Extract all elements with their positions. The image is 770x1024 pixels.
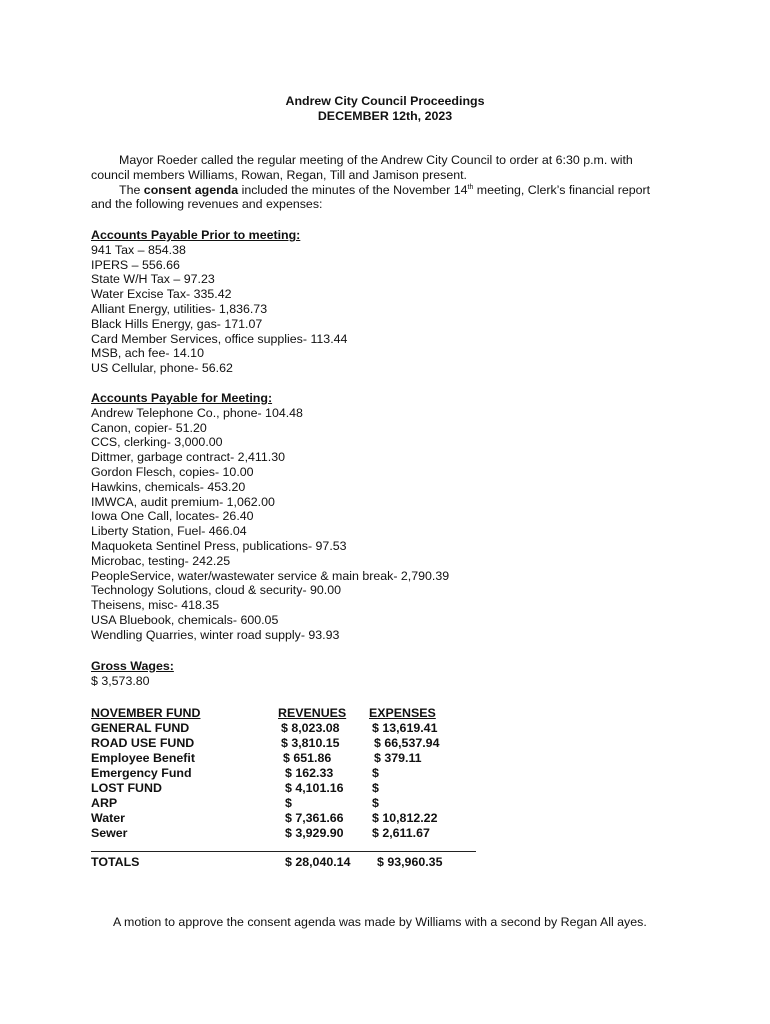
- payable-item: MSB, ach fee- 14.10: [91, 346, 204, 361]
- fund-row: [91, 766, 511, 781]
- fund-revenues: $ 3,929.90: [285, 826, 344, 840]
- fund-name: ARP: [91, 796, 118, 810]
- consent-sup: th: [467, 183, 474, 191]
- consent-line-2: and the following revenues and expenses:: [91, 197, 323, 212]
- fund-expenses: $ 10,812.22: [372, 811, 438, 825]
- intro-paragraph: [91, 153, 671, 212]
- fund-name: Emergency Fund: [91, 766, 192, 780]
- fund-expenses: $ 379.11: [374, 751, 422, 765]
- fund-name: Sewer: [91, 826, 128, 840]
- fund-header-expenses: EXPENSES: [369, 706, 436, 720]
- consent-line: [91, 183, 671, 198]
- payable-item: Gordon Flesch, copies- 10.00: [91, 464, 254, 479]
- fund-revenues: $: [285, 796, 292, 810]
- document-title: Andrew City Council Proceedings: [285, 94, 485, 108]
- fund-expenses: $ 66,537.94: [374, 736, 440, 750]
- payable-item: Microbac, testing- 242.25: [91, 553, 231, 568]
- wages-heading: Gross Wages:: [91, 659, 174, 673]
- payable-item: US Cellular, phone- 56.62: [91, 361, 233, 376]
- fund-revenues: $ 4,101.16: [285, 781, 344, 795]
- fund-expenses: $: [372, 781, 379, 795]
- fund-row: [91, 811, 511, 826]
- wages-amount: $ 3,573.80: [91, 673, 150, 688]
- fund-name: GENERAL FUND: [91, 721, 190, 735]
- fund-revenues: $ 7,361.66: [285, 811, 344, 825]
- payable-item: Theisens, misc- 418.35: [91, 598, 220, 613]
- fund-revenues: $ 3,810.15: [281, 736, 340, 750]
- fund-header-name: NOVEMBER FUND: [91, 706, 201, 720]
- consent-mid: included the minutes of the November 14: [238, 182, 468, 197]
- prior-section: [91, 228, 651, 376]
- totals-divider: [91, 851, 476, 852]
- fund-expenses: $: [372, 796, 379, 810]
- payable-item: Andrew Telephone Co., phone- 104.48: [91, 405, 303, 420]
- fund-expenses: $ 13,619.41: [372, 721, 438, 735]
- payable-item: Hawkins, chemicals- 453.20: [91, 479, 246, 494]
- document-date: DECEMBER 12th, 2023: [317, 109, 453, 123]
- payable-item: USA Bluebook, chemicals- 600.05: [91, 612, 279, 627]
- fund-row: [91, 721, 511, 736]
- intro-line-1: Mayor Roeder called the regular meeting of the Andrew City Council to order at 6:30 p.m. with: [119, 153, 633, 167]
- totals-expenses: $ 93,960.35: [377, 855, 443, 869]
- fund-header-revenues: REVENUES: [278, 706, 347, 720]
- fund-revenues: $ 8,023.08: [281, 721, 340, 735]
- payable-item: Alliant Energy, utilities- 1,836.73: [91, 301, 268, 316]
- payable-item: CCS, clerking- 3,000.00: [91, 435, 223, 450]
- payable-item: Technology Solutions, cloud & security- 90.00: [91, 583, 342, 598]
- prior-list: [91, 243, 651, 376]
- fund-row: [91, 826, 511, 841]
- motion-text: A motion to approve the consent agenda was made by Williams with a second by Regan All ayes.: [113, 915, 647, 929]
- payable-item: Maquoketa Sentinel Press, publications- 97.53: [91, 538, 347, 553]
- payable-item: IMWCA, audit premium- 1,062.00: [91, 494, 275, 509]
- payable-item: 941 Tax – 854.38: [91, 242, 186, 257]
- intro-line-2: council members Williams, Rowan, Regan, Till and Jamison present.: [91, 167, 467, 182]
- consent-post: meeting, Clerk’s financial report: [473, 182, 651, 197]
- payable-item: Canon, copier- 51.20: [91, 420, 207, 435]
- payable-item: Black Hills Energy, gas- 171.07: [91, 316, 263, 331]
- payable-item: State W/H Tax – 97.23: [91, 272, 215, 287]
- fund-expenses: $ 2,611.67: [372, 826, 430, 840]
- fund-name: ROAD USE FUND: [91, 736, 195, 750]
- payable-item: IPERS – 556.66: [91, 257, 180, 272]
- fund-table-header: [91, 706, 511, 721]
- totals-label: TOTALS: [91, 855, 140, 869]
- fund-row: [91, 781, 511, 796]
- consent-pre: The: [119, 182, 144, 197]
- meeting-list: [91, 406, 651, 643]
- payable-item: Water Excise Tax- 335.42: [91, 287, 232, 302]
- payable-item: Dittmer, garbage contract- 2,411.30: [91, 450, 285, 465]
- prior-heading: Accounts Payable Prior to meeting:: [91, 228, 301, 242]
- fund-revenues: $ 162.33: [285, 766, 334, 780]
- payable-item: Card Member Services, office supplies- 113.44: [91, 331, 348, 346]
- fund-name: Employee Benefit: [91, 751, 195, 765]
- payable-item: Liberty Station, Fuel- 466.04: [91, 524, 247, 539]
- fund-row: [91, 751, 511, 766]
- fund-totals-row: [91, 855, 511, 870]
- fund-row: [91, 796, 511, 811]
- payable-item: Wendling Quarries, winter road supply- 93.93: [91, 627, 340, 642]
- payable-item: Iowa One Call, locates- 26.40: [91, 509, 254, 524]
- meeting-section: [91, 391, 651, 643]
- wages-section: [91, 659, 651, 689]
- fund-row: [91, 736, 511, 751]
- fund-name: Water: [91, 811, 125, 825]
- consent-agenda-bold: consent agenda: [143, 182, 239, 197]
- totals-revenues: $ 28,040.14: [285, 855, 351, 869]
- payable-item: PeopleService, water/wastewater service & main break- 2,790.39: [91, 568, 450, 583]
- fund-expenses: $: [372, 766, 379, 780]
- fund-name: LOST FUND: [91, 781, 162, 795]
- meeting-heading: Accounts Payable for Meeting:: [91, 391, 273, 405]
- fund-revenues: $ 651.86: [283, 751, 332, 765]
